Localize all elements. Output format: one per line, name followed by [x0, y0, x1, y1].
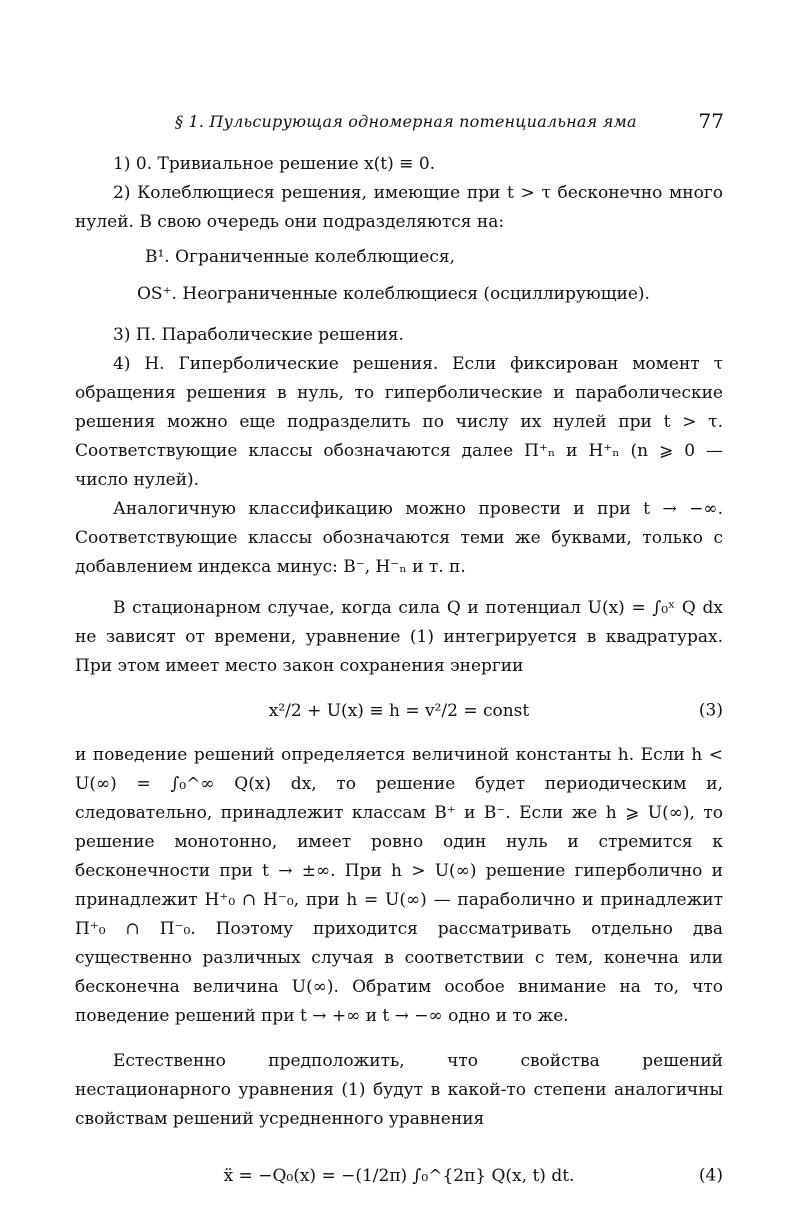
page-number: 77 — [698, 109, 724, 133]
item-parabolic: 3) П. Параболические решения. — [113, 325, 404, 345]
class-b1: B¹. Ограниченные колеблющиеся, — [145, 247, 455, 267]
item-trivial: 1) 0. Тривиальное решение x(t) ≡ 0. — [113, 154, 436, 174]
item-oscillating: 2) Колеблющиеся решения, имеющие при t > τ бесконечно много нулей. В свою очередь они подразделяются на: — [75, 183, 723, 232]
equation-4-number: (4) — [698, 1165, 723, 1186]
running-head: § 1. Пульсирующая одномерная потенциальная яма — [175, 112, 637, 131]
equation-3 — [75, 681, 723, 741]
page-header — [75, 109, 724, 136]
equation-3-number: (3) — [698, 700, 723, 721]
equation-3-body: x²/2 + U(x) ≡ h = v²/2 = const — [268, 700, 530, 721]
equation-4-body: ẍ = −Q₀(x) = −(1/2π) ∫₀^{2π} Q(x, t) dt. — [223, 1165, 575, 1186]
equation-4 — [75, 1136, 723, 1216]
class-os-plus: OS⁺. Неограниченные колеблющиеся (осциллирующие). — [137, 284, 650, 304]
page-body — [75, 150, 723, 1216]
paragraph-solution-behavior: и поведение решений определяется величиной константы h. Если h < U(∞) = ∫₀^∞ Q(x) dx, то решение будет периодическим и, следовательно, принадлежит классам B⁺ и B⁻. Если же h ⩾ U(∞), то решение монотонно, имеет ровно один нуль и стремится к бесконечности при t → ±∞. При h > U(∞) решение гиперболично и принадлежит H⁺₀ ∩ H⁻₀, при h = U(∞) — параболично и принадлежит Π⁺₀ ∩ Π⁻₀. Поэтому приходится рассматривать отдельно два существенно различных случая в соответствии с тем, конечна или бесконечна величина U(∞). Обратим особое внимание на то, что поведение решений при t → +∞ и t → −∞ одно и то же. — [75, 745, 723, 1026]
paragraph-analogous-classification: Аналогичную классификацию можно провести и при t → −∞. Соответствующие классы обозначаются теми же буквами, только с добавлением индекса минус: B⁻, H⁻ₙ и т. п. — [75, 499, 723, 577]
paragraph-stationary-case: В стационарном случае, когда сила Q и потенциал U(x) = ∫₀ˣ Q dx не зависят от времени, уравнение (1) интегрируется в квадратурах. При этом имеет место закон сохранения энергии — [75, 598, 723, 676]
item-hyperbolic: 4) H. Гиперболические решения. Если фиксирован момент τ обращения решения в нуль, то гиперболические и параболические решения можно еще подразделить по числу их нулей при t > τ. Соответствующие классы обозначаются далее Π⁺ₙ и H⁺ₙ (n ⩾ 0 — число нулей). — [75, 354, 723, 490]
paragraph-averaged-equation: Естественно предположить, что свойства решений нестационарного уравнения (1) будут в какой-то степени аналогичны свойствам решений усредненного уравнения — [75, 1051, 723, 1129]
